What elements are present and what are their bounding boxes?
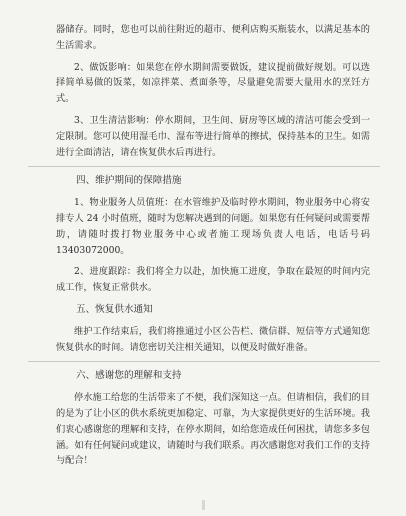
paragraph-storage-advice: 器储存。同时，您也可以前往附近的超市、便利店购买瓶装水，以满足基本的生活需求。 — [56, 24, 370, 51]
paragraph-hygiene-impact: 3、卫生清洁影响：停水期间，卫生间、厨房等区域的清洁可能会受到一定限制。您可以使用湿毛巾、湿布等进行简单的擦拭，保持基本的卫生。如需进行全面清洁，请在恢复供水后再进行。 — [56, 114, 370, 158]
section-heading-thanks: 六、感谢您的理解和支持 — [76, 370, 182, 382]
paragraph-progress-tracking: 2、进度跟踪：我们将全力以赴，加快施工进度，争取在最短的时间内完成工作，恢复正常供水。 — [56, 266, 370, 294]
section-heading-restore-notice: 五、恢复供水通知 — [76, 303, 153, 315]
divider — [28, 361, 380, 362]
paragraph-restore-notice: 维护工作结束后，我们将推通过小区公告栏、微信群、短信等方式通知您恢复供水的时间。请您密切关注相关通知，以便及时做好准备。 — [56, 325, 370, 353]
page-mark — [202, 500, 205, 510]
divider — [28, 166, 380, 167]
paragraph-cooking-impact: 2、做饭影响：如果您在停水期间需要做饭，建议提前做好规划。可以选择简单易做的饭菜，如凉拌菜、煮面条等，尽量避免需要大量用水的烹饪方式。 — [56, 61, 370, 105]
section-heading-measures: 四、维护期间的保障措施 — [76, 175, 182, 187]
paragraph-staff-on-duty: 1、物业服务人员值班：在水管维护及临时停水期间，物业服务中心将安排专人 24 小时值班，随时为您解决遇到的问题。如果您有任何疑问或需要帮助，请随时拨打物业服务中心或者施工现场负责人电话，电话号码 13403072000。 — [56, 197, 370, 256]
paragraph-thanks: 停水施工给您的生活带来了不便，我们深知这一点。但请相信，我们的目的是为了让小区的供水系统更加稳定、可靠，为大家提供更好的生活环境。我们衷心感谢您的理解和支持，在停水期间，如给您造成任何困扰，请您多多包涵。如有任何疑问或建议，请随时与我们联系。再次感谢您对我们工作的支持与配合！ — [56, 392, 370, 467]
